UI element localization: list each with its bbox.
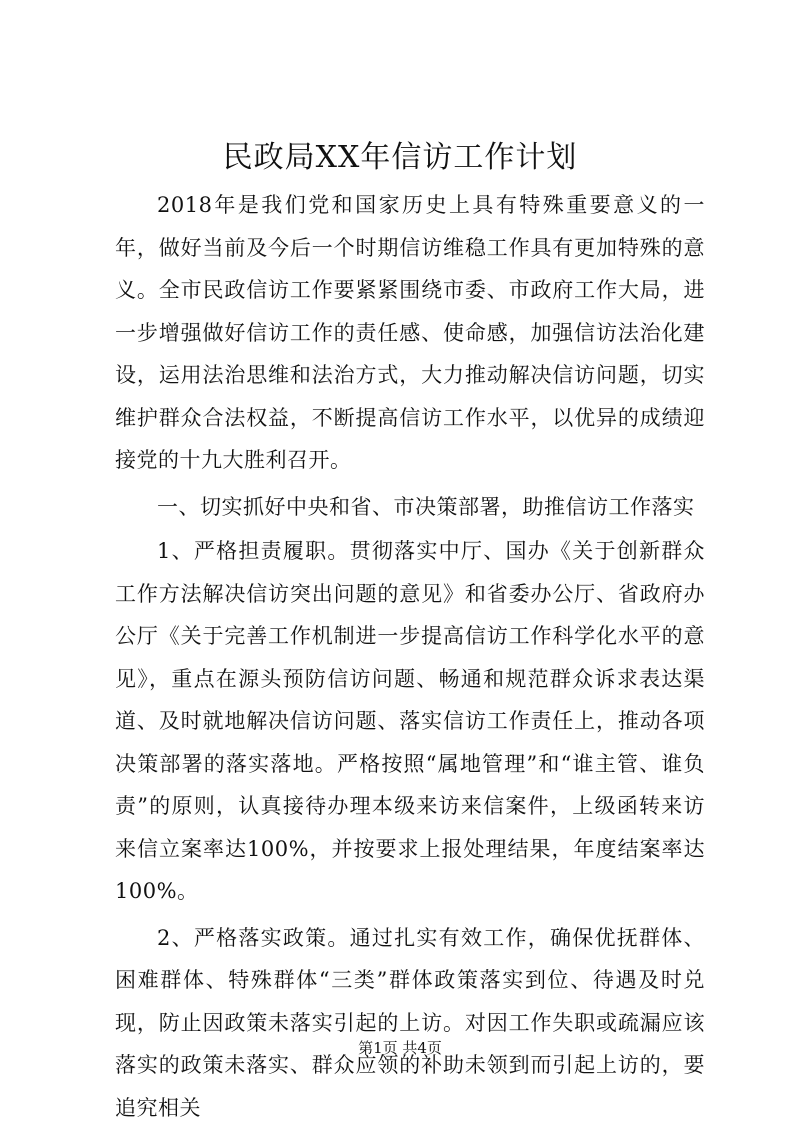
document-title: 民政局XX年信访工作计划	[222, 140, 578, 175]
document-body	[115, 184, 705, 1129]
paragraph-item-2: 2、严格落实政策。通过扎实有效工作，确保优抚群体、困难群体、特殊群体“三类”群体政策落实到位、待遇及时兑现，防止因政策未落实引起的上访。对因工作失职或疏漏应该落实的政策未落实、群众应领的补助未领到而引起上访的，要追究相关	[115, 925, 705, 1120]
page-number-footer: 第1页 共4页	[358, 1039, 442, 1057]
paragraph-intro: 2018年是我们党和国家历史上具有特殊重要意义的一年，做好当前及今后一个时期信访维稳工作具有更加特殊的意义。全市民政信访工作要紧紧围绕市委、市政府工作大局，进一步增强做好信访工作的责任感、使命感，加强信访法治化建设，运用法治思维和法治方式，大力推动解决信访问题，切实维护群众合法权益，不断提高信访工作水平，以优异的成绩迎接党的十九大胜利召开。	[115, 193, 705, 472]
section-heading-1: 一、切实抓好中央和省、市决策部署，助推信访工作落实	[157, 494, 695, 519]
paragraph-item-1: 1、严格担责履职。贯彻落实中厅、国办《关于创新群众工作方法解决信访突出问题的意见》和省委办公厅、省政府办公厅《关于完善工作机制进一步提高信访工作科学化水平的意见》，重点在源头预防信访问题、畅通和规范群众诉求表达渠道、及时就地解决信访问题、落实信访工作责任上，推动各项决策部署的落实落地。严格按照“属地管理”和“谁主管、谁负责”的原则，认真接待办理本级来访来信案件，上级函转来访来信立案率达100%，并按要求上报处理结果，年度结案率达100%。	[115, 539, 705, 903]
